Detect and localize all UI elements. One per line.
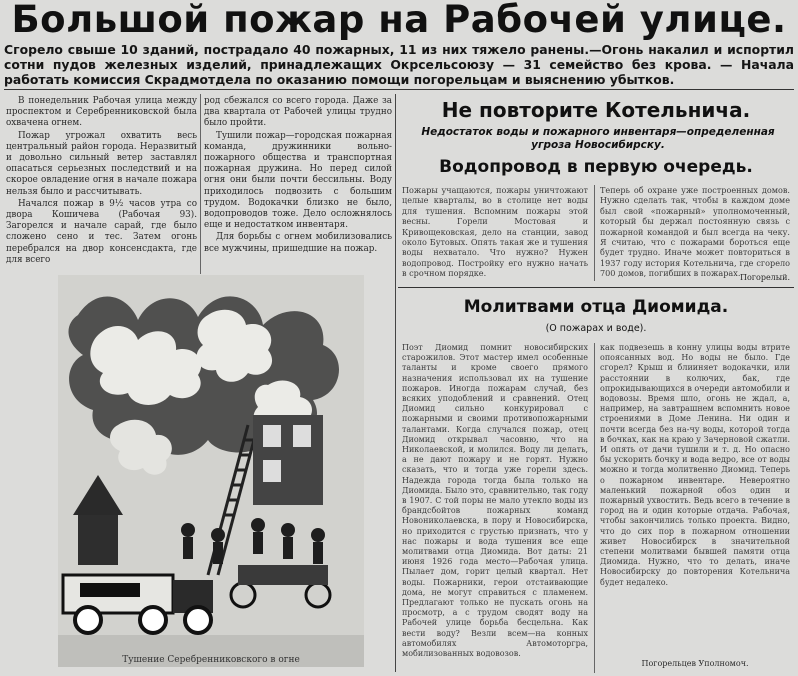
article-text-right: Теперь об охране уже построенных домов. Нужно сделать так, чтобы в каждом доме был свой «пожарный» уполномоченный, который бы держал постоянную связь с пожарной командой и был всегда на чеку. Я считаю, что с пожарами бороться еще будет трудно. Иначе может повториться в 1937 году история Котельнича, где сгорело 700 домов, погибших в пожарах. [600,185,790,279]
headline: Большой пожар на Рабочей улице. [11,0,787,41]
article-subtitle: Недостаток воды и пожарного инвентаря—определенная угроза Новосибирску. [421,126,775,151]
section-heading: Водопровод в первую очередь. [439,157,753,177]
article-title-diomid: Молитвами отца Диомида. [463,297,729,317]
article-title-kotelnich: Не повторите Котельнича. [441,98,751,122]
header-divider [4,89,794,90]
section-rule [398,287,794,288]
column-divider [594,343,595,673]
column-divider [594,185,595,281]
deck-summary: Сгорело свыше 10 зданий, пострадало 40 пожарных, 11 из них тяжело ранены.—Огонь накалил и испортил сотни пудов железных изделий, принадлежащих Окрсельсоюзу — 31 семейство без крова. — Начала работать комиссия Скрадмотдела по оказанию помощи погорельцам и выяснению убытков. [4,42,794,87]
article-column-2 [204,96,392,256]
article-text-left: Пожары учащаются, пожары уничтожают целые кварталы, во в столице нет воды для тушения. Вспомним пожары этой весны. Горели Мостовая и Кривощековская, дело на станции, завод около Бутовых. Опять такая же и тушения воды нехватало. Что нужно? Нужен водопровод. Постройку его нужно начать в срочном порядке. [402,185,588,279]
paragraph: В понедельник Рабочая улица между проспектом и Серебренниковской была охвачена огнем. [6,96,197,129]
article-text-left: Поэт Диомид помнит новосибирских старожилов. Этот мастер имел особенные таланты и кроме своего прямого назначения использовал их на тушение пожаров. Иногда пожарам случай, без всяких уподоблений и сравнений. Отец Диомид сильно конкурировал с пожарными и своими противопожарными талантами. Когда случался пожар, отец Диомид открывал часовню, что на Николаевской, и молился. Воду ли делать, а не дают пожару и не горят. Нужно сказать, что и тогда уже горели здесь. Надежда города тогда была только на Диомида. Было это, сравнительно, так году в 1907. С той поры не мало утекло воды из брандсбойтов пожарных команд Новониколаевска, в пору и Новосибирска, но приходится с грустью признать, что у нас пожары и вода тушения все еще молитвами отца Диомида. Вот даты: 21 июня 1926 года место—Рабочая улица. Пылает дом, горит целый квартал. Нет воды. Пожарники, герои отстаивающие дома, не могут справиться с пламенем. Предлагают только не пускать огонь на просмотр, а с трудом сводят воду на Рабочей улице борьба бесцельна. Как вести воду? Везли всем—на конных автомобилях Автомоторгра, мобилизованных водовозов. [402,343,588,659]
column-divider [200,94,201,274]
signature: Погорелый. [740,273,790,282]
section-divider [395,94,396,672]
illustration-caption: Тушение Серебренниковского в огне [122,655,300,665]
paragraph: род сбежался со всего города. Даже за два квартала от Рабочей улицы трудно было пройти. [204,96,392,129]
fire-scene-drawing [58,275,364,667]
article-column-1 [6,96,197,267]
article-subtitle-diomid: (О пожарах и воде). [545,323,647,334]
paragraph: Пожар угрожал охватить весь центральный район города. Неразвитый и довольно сильный ветер заставлял опасаться серьезных последствий и на скорое овладение огня в начале пожара нельзя было и рассчитывать. [6,130,197,197]
paragraph: Для борьбы с огнем мобилизовались все мужчины, пришедшие на пожар. [204,232,392,254]
fire-illustration [58,275,364,667]
signature: Погорельцев Уполномоч. [641,659,749,668]
paragraph: Начался пожар в 9½ часов утра со двора Кошичева (Рабочая 93). Загорелся и начале сарай, где было сложено сено и тес. Затем огонь перебрался на двор консенсдакта, где для всего [6,198,197,265]
paragraph: Тушили пожар—городская пожарная команда, дружинники вольно-пожарного общества и транспортная пожарная дружина. Но перед силой огня они были почти бессильны. Воду приходилось подвозить с большим трудом. Водокачки близко не было, водопроводов тоже. Дело осложнялось еще и недостатком инвентаря. [204,130,392,231]
article-text-right: как подвезешь в конну улицы воды втрите опоясанных вод. Но воды не было. Где сгорел? Крыш и блииняет водокачки, или расстоянии в колючих, бак, где опрокидывающихся в очереди автомобили и водовозы. Время шло, огонь не ждал, а, например, на завтрашнем вспомнить новое строениями в Доме Ленина. Ни один и почти всегда без на-чу воды, которой тогда в бочках, как на краю у Зачерновой сжатли. И опять от дачи тушили и т. д. Но опасно бы ускорить бочку и вода ведро, все от воды можно и тогда молитвенно Диомид. Теперь о пожарном инвентаре. Невероятно маленький пожарной обоз один и пожарный ухвостить. Ведь всего в течение в город на и один которые отдача. Рабочая, чтобы закончились только проекта. Видно, что до сих пор в пожарном отношении живет Новосибирск в значительной степени молитвами бывшей памяти отца Диомида. Нужно, что то делать, иначе Новосибирску до повторения Котельнича будет недалеко. [600,343,790,587]
